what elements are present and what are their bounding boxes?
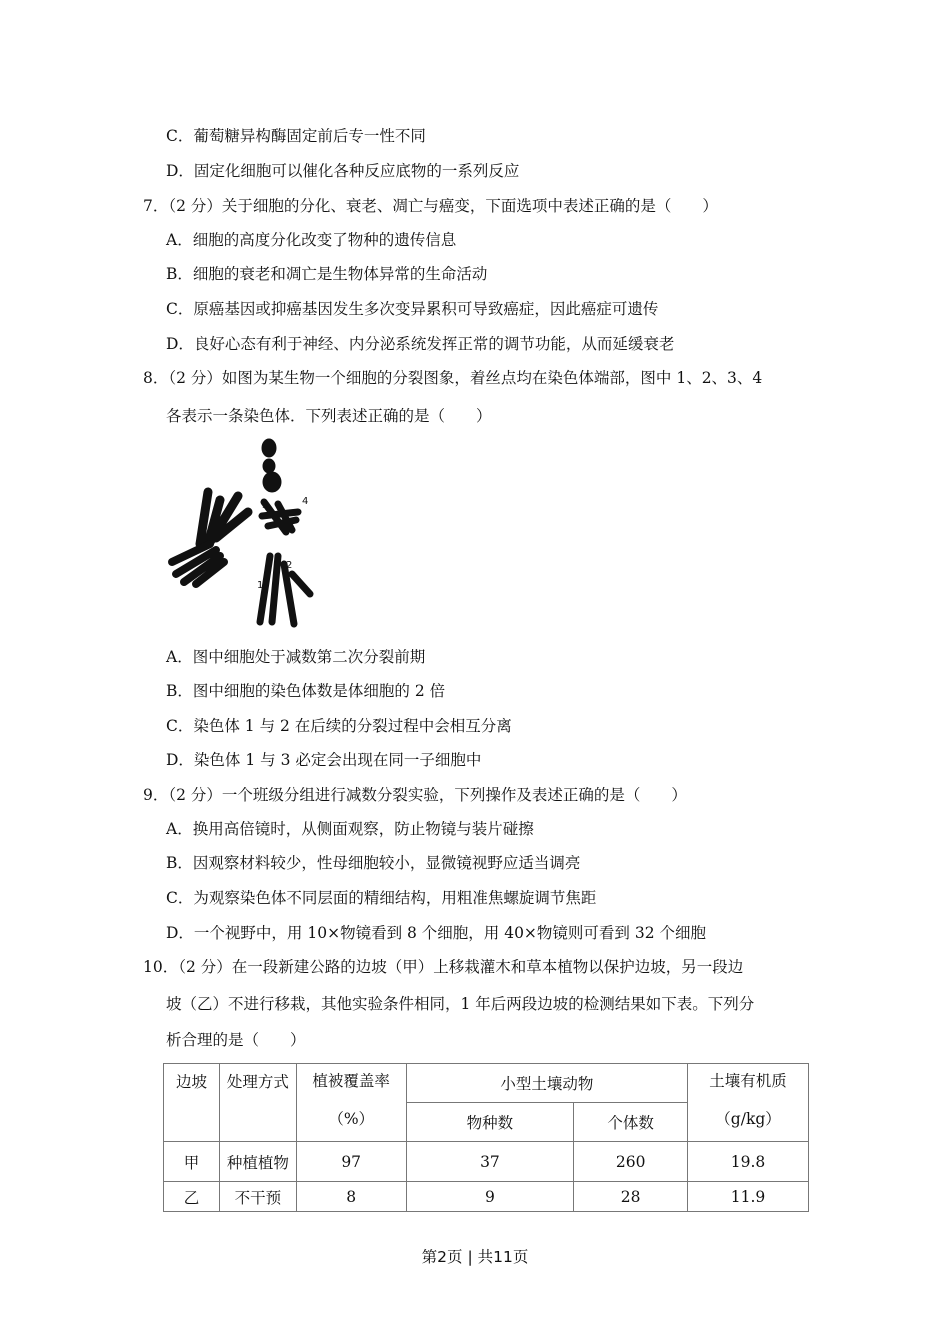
q9-option-a: A．换用高倍镜时，从侧面观察，防止物镜与装片碰擦 [166,820,534,838]
q8-option-a: A．图中细胞处于减数第二次分裂前期 [166,648,426,666]
row-slope: 甲 [164,1142,220,1182]
header-coverage-unit: （%） [328,1110,375,1128]
q6-option-c: C．葡萄糖异构酶固定前后专一性不同 [166,127,426,145]
page-footer: 第2页 | 共11页 [421,1248,529,1266]
chromosome-label-3: 3 [262,500,269,511]
table-row [164,1182,809,1212]
q7-option-b: B．细胞的衰老和凋亡是生物体异常的生命活动 [166,265,488,283]
chromosome-label-4: 4 [302,496,309,507]
row-organic: 11.9 [688,1182,809,1212]
chromosome-label-1: 1 [257,580,264,591]
q9-option-c: C．为观察染色体不同层面的精细结构，用粗准焦螺旋调节焦距 [166,889,597,907]
header-organic-label: 土壤有机质 [709,1072,787,1090]
q10-stem-line3: 析合理的是（ ） [166,1031,306,1049]
row-slope: 乙 [164,1182,220,1212]
q10-stem-line2: 坡（乙）不进行移栽，其他实验条件相同，1 年后两段边坡的检测结果如下表。下列分 [166,995,755,1013]
row-organic: 19.8 [688,1142,809,1182]
header-coverage [296,1064,406,1142]
results-table [163,1063,809,1212]
q7-stem: 7．（2 分）关于细胞的分化、衰老、凋亡与癌变，下面选项中表述正确的是（ ） [143,197,718,215]
chromosome-figure [160,434,330,630]
q8-stem-line2: 各表示一条染色体．下列表述正确的是（ ） [166,407,492,425]
q6-option-d: D．固定化细胞可以催化各种反应底物的一系列反应 [166,162,520,180]
q7-option-a: A．细胞的高度分化改变了物种的遗传信息 [166,231,457,249]
q7-option-d: D．良好心态有利于神经、内分泌系统发挥正常的调节功能，从而延缓衰老 [166,335,675,353]
q9-option-b: B．因观察材料较少，性母细胞较小，显微镜视野应适当调亮 [166,854,581,872]
header-organic-unit: （g/kg） [715,1110,781,1128]
row-species: 37 [406,1142,574,1182]
q8-option-c: C．染色体 1 与 2 在后续的分裂过程中会相互分离 [166,717,512,735]
table-row [164,1142,809,1182]
q10-stem-line1: 10．（2 分）在一段新建公路的边坡（甲）上移栽灌木和草本植物以保护边坡，另一段边 [143,958,744,976]
q7-option-c: C．原癌基因或抑癌基因发生多次变异累积可导致癌症，因此癌症可遗传 [166,300,659,318]
q8-option-b: B．图中细胞的染色体数是体细胞的 2 倍 [166,682,446,700]
header-method: 处理方式 [219,1064,296,1142]
q9-option-d: D．一个视野中，用 10×物镜看到 8 个细胞，用 40×物镜则可看到 32 个细胞 [166,924,706,942]
header-soil-animals: 小型土壤动物 [406,1064,687,1103]
row-individuals: 260 [574,1142,688,1182]
q8-stem-line1: 8．（2 分）如图为某生物一个细胞的分裂图象，着丝点均在染色体端部，图中 1、2、3、4 [143,369,763,387]
header-coverage-label: 植被覆盖率 [312,1072,390,1090]
row-method: 种植植物 [219,1142,296,1182]
row-coverage: 97 [296,1142,406,1182]
q9-stem: 9．（2 分）一个班级分组进行减数分裂实验，下列操作及表述正确的是（ ） [143,786,687,804]
chromosome-label-2: 2 [286,560,293,571]
row-species: 9 [406,1182,574,1212]
header-species-count: 物种数 [406,1103,574,1142]
row-coverage: 8 [296,1182,406,1212]
q8-option-d: D．染色体 1 与 3 必定会出现在同一子细胞中 [166,751,482,769]
header-slope: 边坡 [164,1064,220,1142]
row-method: 不干预 [219,1182,296,1212]
row-individuals: 28 [574,1182,688,1212]
header-organic [688,1064,809,1142]
header-individual-count: 个体数 [574,1103,688,1142]
